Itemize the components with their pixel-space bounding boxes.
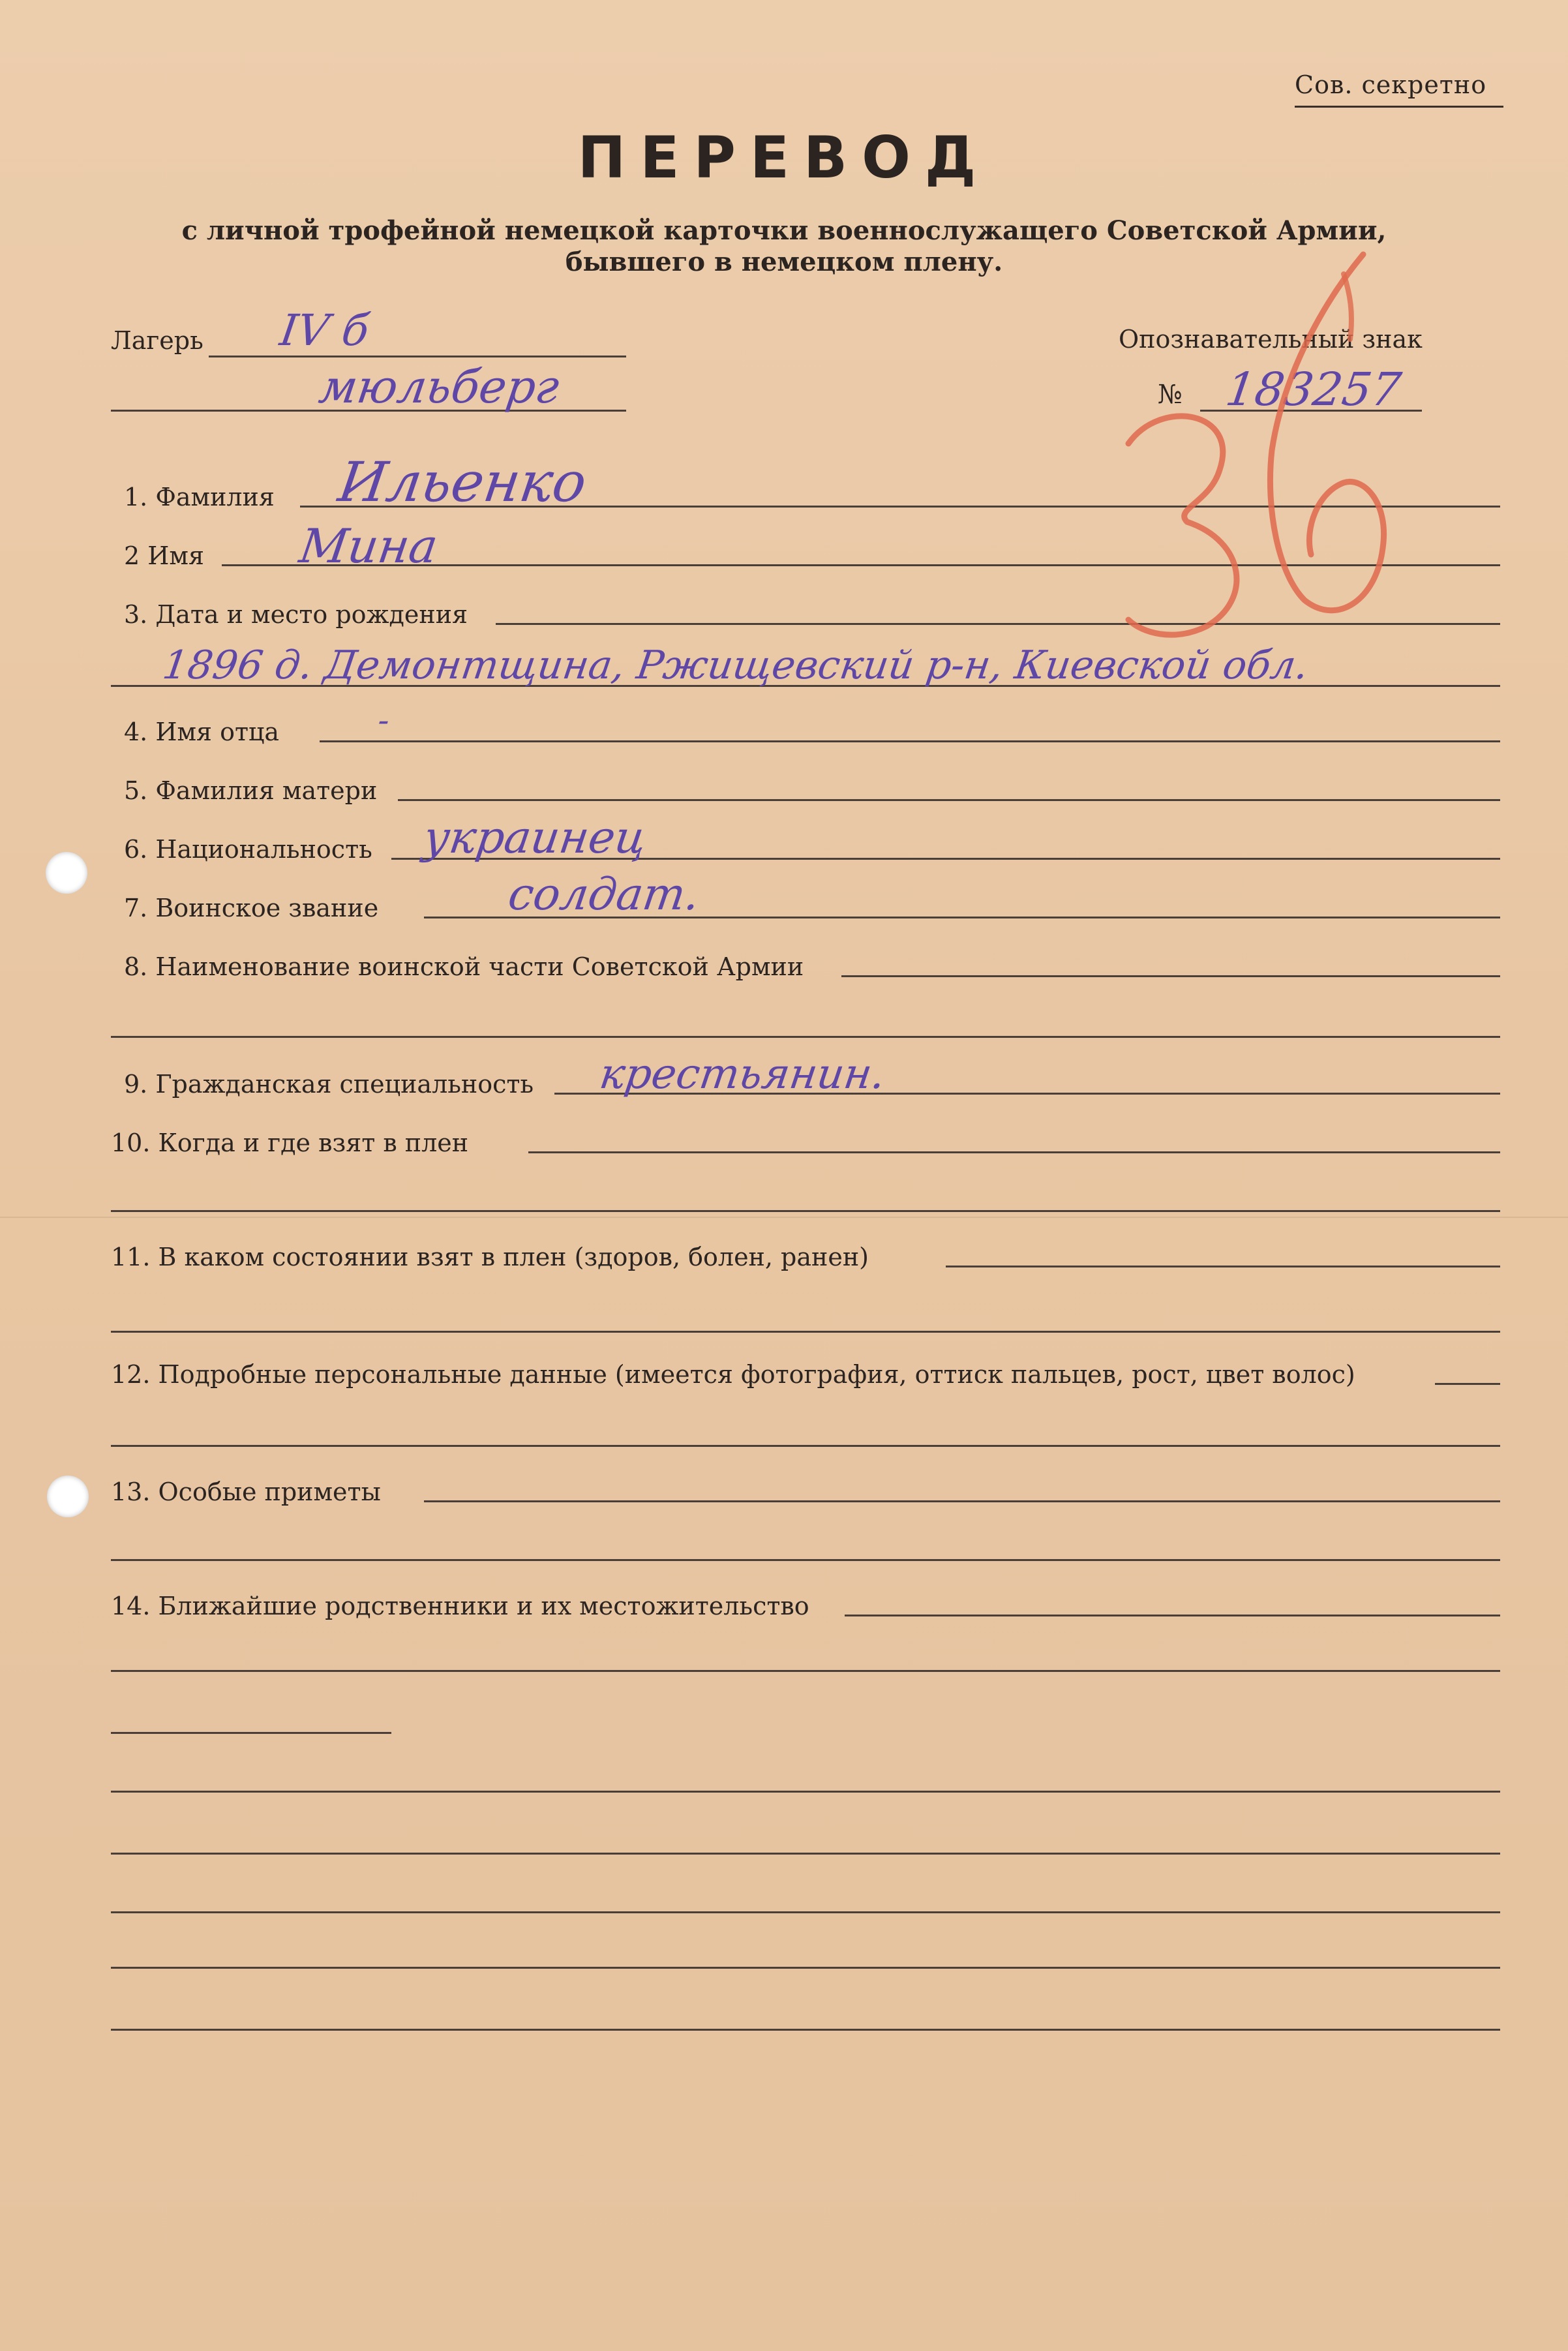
field-value-surname: Ильенко xyxy=(335,450,591,514)
field-line-personal-data xyxy=(1435,1383,1500,1385)
field-line-unit-2 xyxy=(111,1036,1500,1038)
field-label-mother: 5. Фамилия матери xyxy=(124,776,378,805)
red-pencil-digit-8 xyxy=(1270,254,1383,611)
punch-hole xyxy=(47,1476,89,1517)
camp-value: IV б xyxy=(277,305,372,356)
field-line-mother xyxy=(398,799,1500,801)
camp-label: Лагерь xyxy=(111,326,204,355)
field-line-marks-2 xyxy=(111,1559,1500,1561)
classification-stamp: Сов. секретно xyxy=(1295,70,1487,99)
field-value-profession: крестьянин. xyxy=(596,1050,888,1099)
blank-line xyxy=(111,1911,1500,1913)
field-value-father: - xyxy=(375,701,392,739)
camp-line xyxy=(209,356,626,357)
red-pencil-mark xyxy=(1057,235,1448,757)
tag-number-value: 183257 xyxy=(1222,363,1404,416)
field-label-surname: 1. Фамилия xyxy=(124,483,275,511)
field-label-profession: 9. Гражданская специальность xyxy=(124,1070,534,1099)
blank-line xyxy=(111,2029,1500,2031)
field-label-birth: 3. Дата и место рождения xyxy=(124,600,468,629)
paper-fold xyxy=(0,1217,1568,1218)
field-line-unit xyxy=(841,975,1500,977)
field-label-father: 4. Имя отца xyxy=(124,718,280,746)
field-line-relatives xyxy=(845,1615,1500,1616)
document-title: ПЕРЕВОД xyxy=(577,124,991,191)
document-subtitle-line2: бывшего в немецком плену. xyxy=(565,247,1003,277)
classification-underline xyxy=(1295,106,1503,108)
field-value-name: Мина xyxy=(296,519,442,573)
blank-line xyxy=(111,1967,1500,1969)
field-label-unit: 8. Наименование воинской части Советской Армии xyxy=(124,952,804,981)
field-label-condition: 11. В каком состоянии взят в плен (здоров, болен, ранен) xyxy=(111,1243,869,1271)
field-line-condition-2 xyxy=(111,1331,1500,1333)
field-label-name: 2 Имя xyxy=(124,541,204,570)
tag-label: Опознавательный знак xyxy=(1119,325,1423,354)
blank-line xyxy=(111,1670,1500,1672)
tag-number-prefix: № xyxy=(1158,380,1183,410)
field-line-marks xyxy=(424,1500,1500,1502)
blank-line-short xyxy=(111,1732,391,1734)
red-pencil-digit-3 xyxy=(1128,416,1237,635)
field-value-rank: солдат. xyxy=(505,869,703,920)
punch-hole xyxy=(46,852,87,894)
field-label-rank: 7. Воинское звание xyxy=(124,894,379,922)
field-label-captured: 10. Когда и где взят в плен xyxy=(111,1129,469,1157)
field-value-birth: 1896 д. Демонтщина, Ржищевский р-н, Киевской обл. xyxy=(160,643,1312,688)
field-line-condition xyxy=(946,1266,1500,1267)
blank-line xyxy=(111,1853,1500,1855)
field-line-captured-2 xyxy=(111,1210,1500,1212)
camp-place-value: мюльберг xyxy=(316,360,563,414)
field-label-marks: 13. Особые приметы xyxy=(111,1478,381,1506)
field-label-relatives: 14. Ближайшие родственники и их местожительство xyxy=(111,1592,809,1620)
field-label-personal-data: 12. Подробные персональные данные (имеется фотография, оттиск пальцев, рост, цвет волос) xyxy=(111,1360,1355,1389)
field-line-captured xyxy=(528,1151,1500,1153)
blank-line xyxy=(111,1791,1500,1793)
field-value-nationality: украинец xyxy=(420,812,650,864)
field-line-personal-data-2 xyxy=(111,1445,1500,1447)
document-subtitle-line1: с личной трофейной немецкой карточки военнослужащего Советской Армии, xyxy=(181,215,1387,246)
field-label-nationality: 6. Национальность xyxy=(124,835,372,864)
red-pencil-stroke xyxy=(1344,274,1351,339)
